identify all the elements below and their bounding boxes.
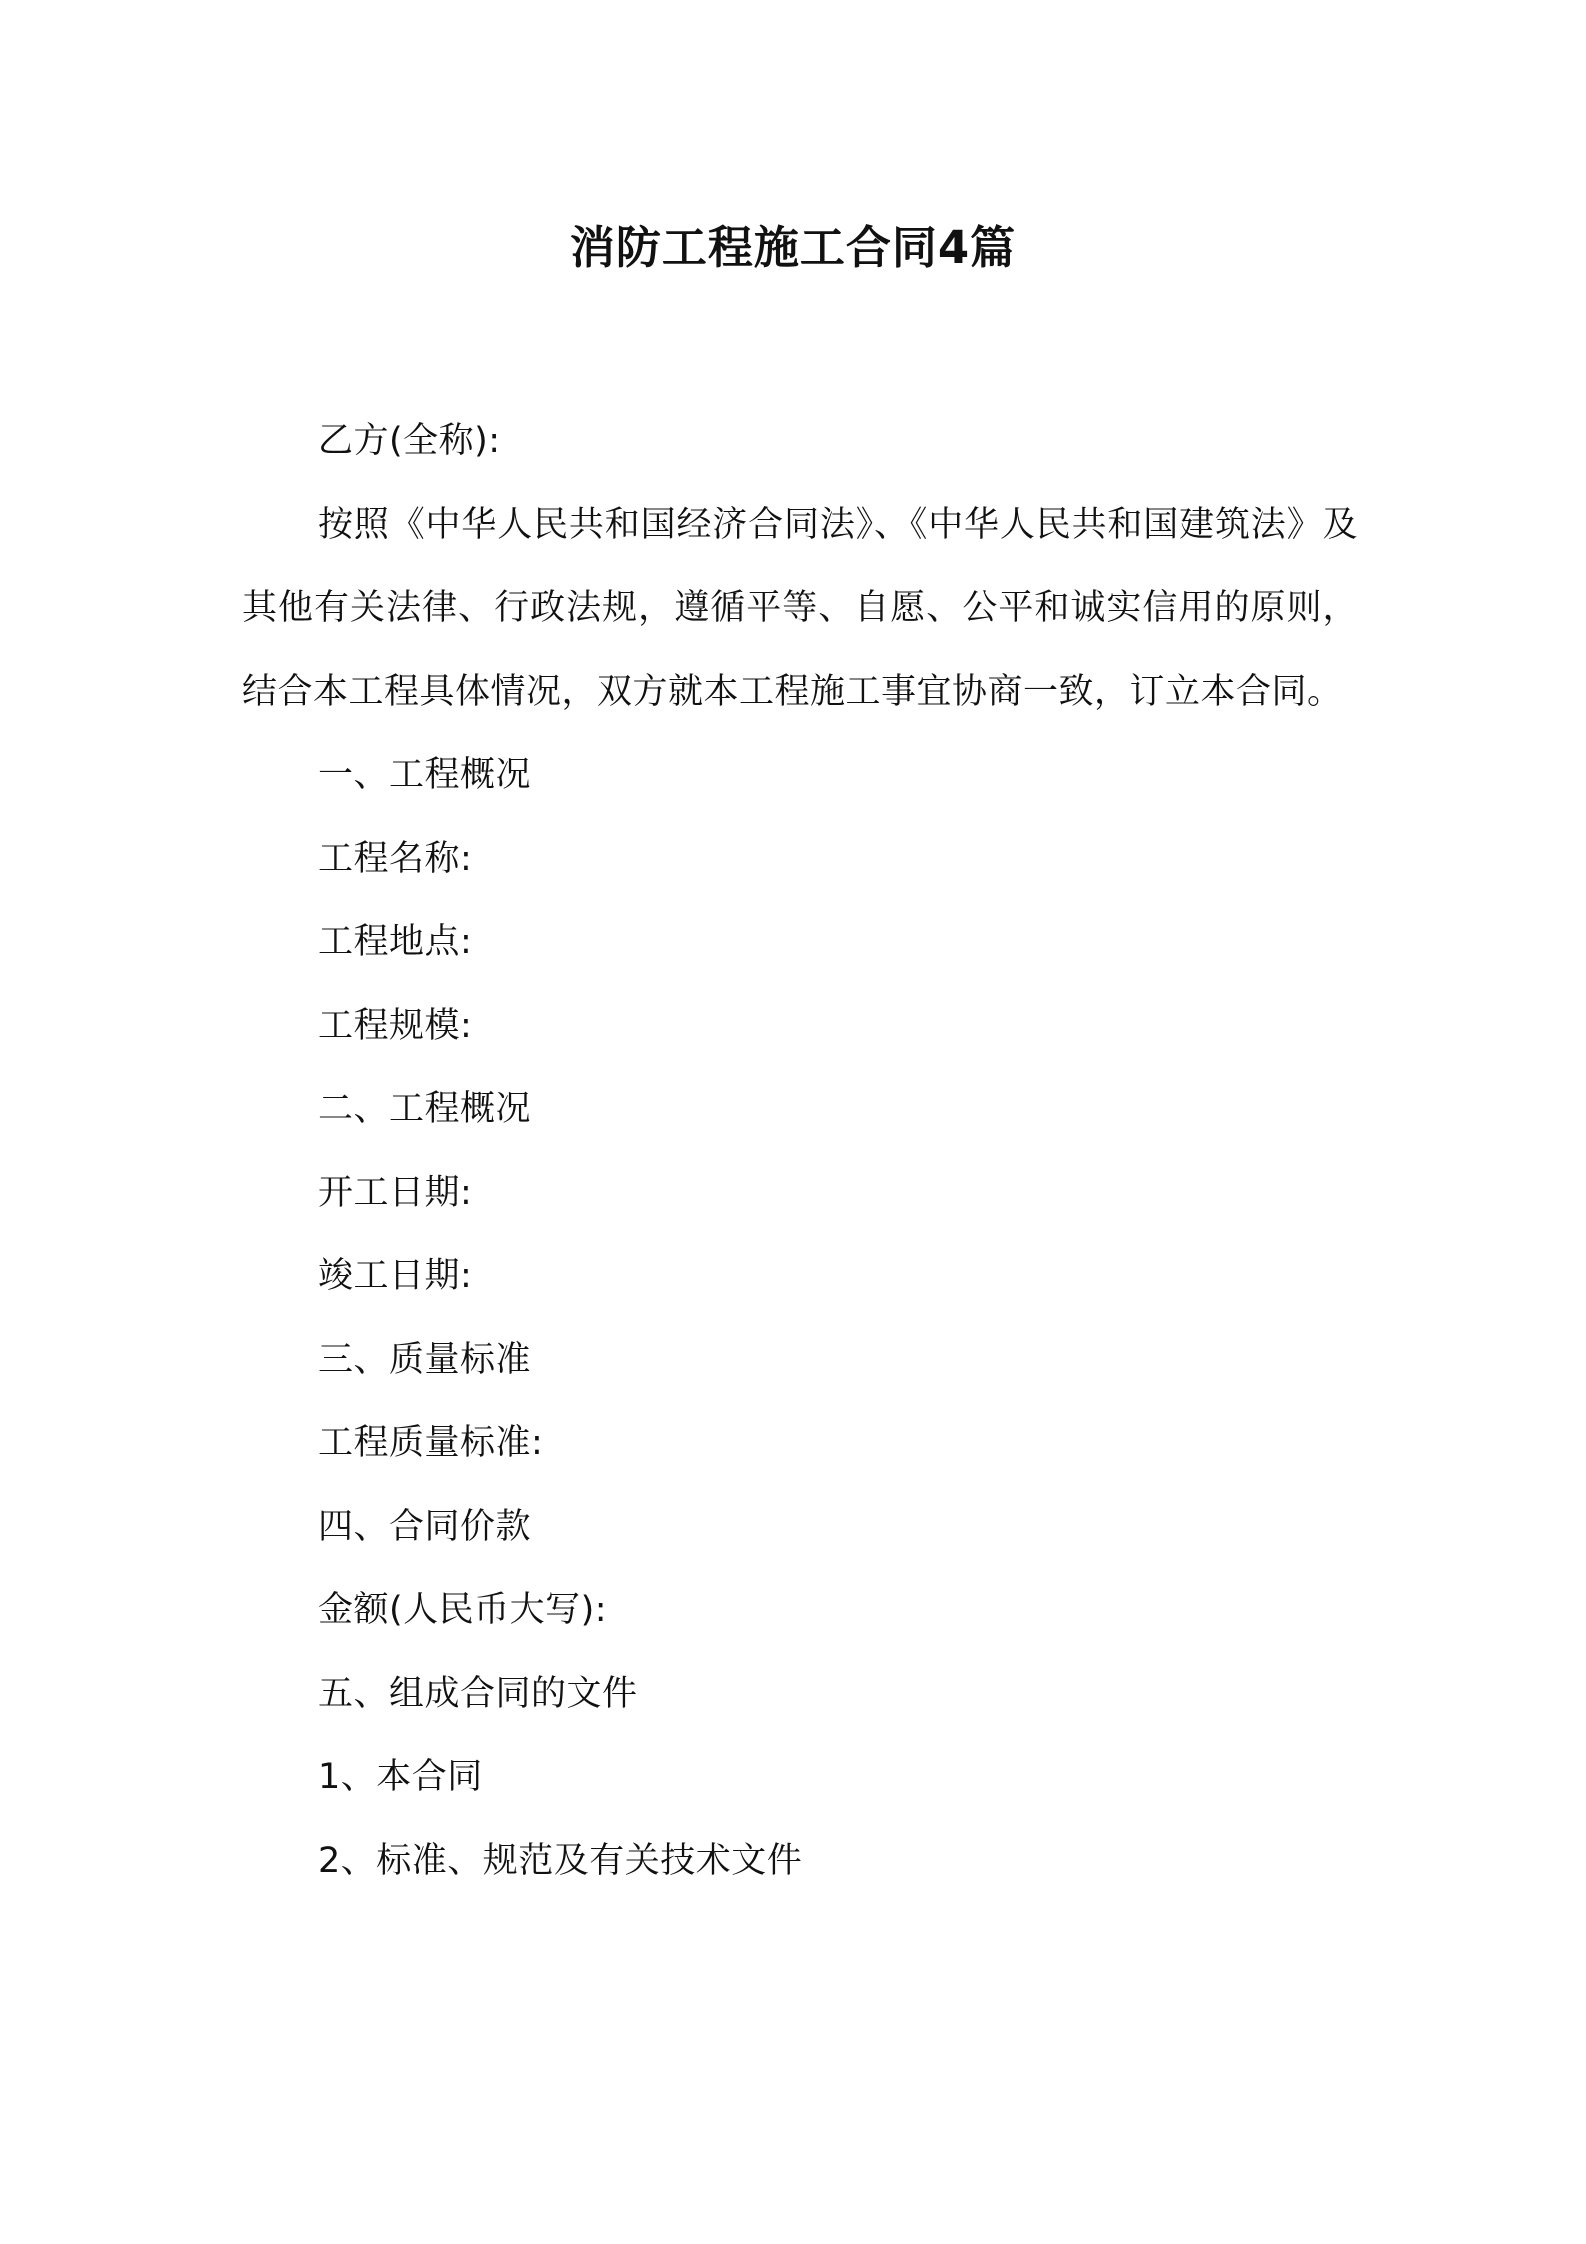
section-heading-1: 一、工程概况 — [318, 755, 532, 795]
section-heading-2: 二、工程概况 — [318, 1089, 532, 1129]
contract-document-item: 1、本合同 — [318, 1757, 483, 1797]
project-name-field: 工程名称: — [318, 838, 473, 879]
project-scale-field: 工程规模: — [318, 1005, 473, 1046]
preamble-paragraph: 按照《中华人民共和国经济合同法》、《中华人民共和国建筑法》及其他有关法律、行政法规，遵循平等、自愿、公平和诚实信用的原则，结合本工程具体情况，双方就本工程施工事宜协商一致，订立本合同。 — [242, 504, 1358, 712]
quality-standard-field: 工程质量标准: — [318, 1423, 544, 1463]
document-body — [242, 400, 1358, 1903]
section-heading-3: 三、质量标准 — [318, 1339, 532, 1380]
party-b-line: 乙方(全称): — [318, 421, 501, 461]
section-heading-5: 五、组成合同的文件 — [318, 1673, 638, 1714]
document-title: 消防工程施工合同4篇 — [569, 221, 1017, 274]
start-date-field: 开工日期: — [318, 1172, 473, 1213]
amount-field: 金额(人民币大写): — [318, 1590, 608, 1630]
project-location-field: 工程地点: — [318, 922, 473, 962]
contract-document-item: 2、标准、规范及有关技术文件 — [318, 1840, 803, 1881]
section-heading-4: 四、合同价款 — [318, 1506, 532, 1547]
completion-date-field: 竣工日期: — [318, 1256, 473, 1296]
